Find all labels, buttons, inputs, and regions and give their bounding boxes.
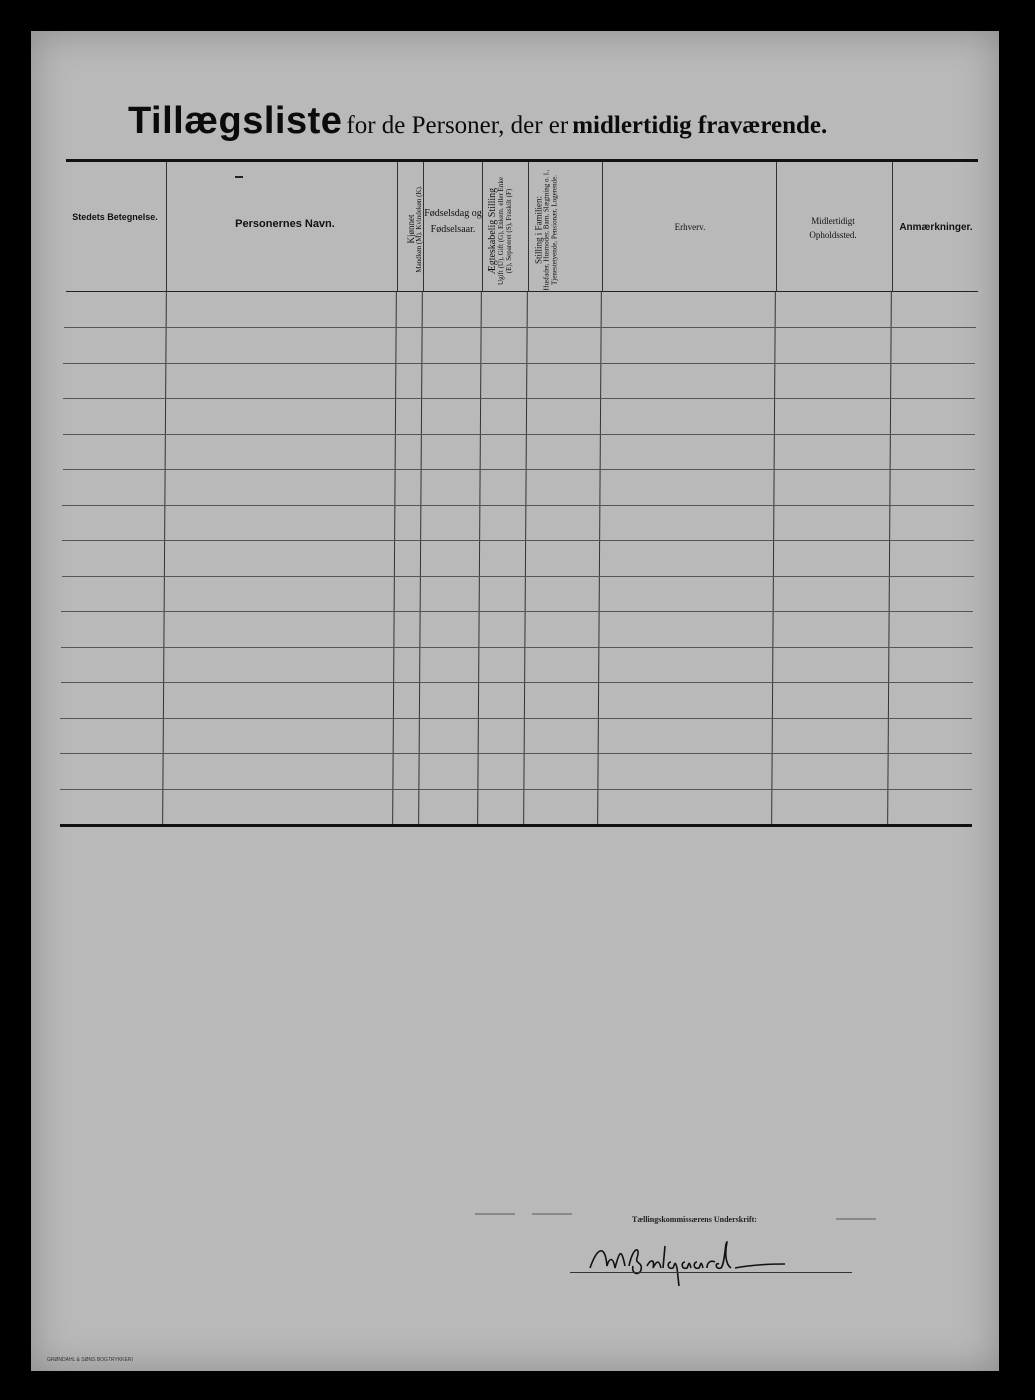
- bleed-mark: [836, 1218, 876, 1220]
- title-part2: midlertidig fraværende.: [572, 112, 828, 139]
- header-aegt-title: Ægteskabelig Stilling: [487, 187, 498, 275]
- top-rule: [66, 159, 978, 162]
- header-stilling-sub: Husfader, Husmoder, Barn, Slægtning o. l., Tjenestetyende, Pensionær, Logerende.: [542, 169, 559, 291]
- col-line: [423, 162, 424, 292]
- header-ophold: Midlertidigt Opholdssted.: [809, 216, 857, 240]
- table-row-line: [63, 363, 975, 364]
- header-kjon-title: Kjønnet: [406, 214, 416, 244]
- table-row-line: [62, 540, 974, 541]
- header-navn: Personernes Navn.: [235, 218, 335, 230]
- table-row-line: [61, 682, 973, 683]
- table-row-line: [63, 469, 975, 470]
- form-title: [128, 100, 827, 143]
- header-stilling-title: Stilling i Familien:: [533, 196, 544, 265]
- col-line: [166, 162, 167, 292]
- col-line: [397, 162, 398, 292]
- header-anm: Anmærkninger.: [899, 222, 973, 233]
- signature-label: Tællingskommissærens Underskrift:: [632, 1215, 757, 1224]
- header-kjon-sub: Mandkøn (M). Kvindekøn (K).: [415, 185, 423, 273]
- header-stedets: Stedets Betegnelse.: [72, 212, 158, 222]
- table-row-line: [60, 753, 972, 754]
- signature-line: [570, 1272, 852, 1273]
- table-row-line: [62, 505, 974, 506]
- header-aegt-sub: Ugift (U), Gift (G), Enkem. eller Enke (E), Separeret (S), Fraskilt (F): [497, 177, 513, 285]
- header-erhverv: Erhverv.: [674, 222, 706, 232]
- bleed-mark: [475, 1213, 515, 1215]
- col-line: [892, 162, 893, 292]
- table-row-line: [60, 718, 972, 719]
- header-kjon: [407, 169, 423, 289]
- printer-imprint: GRØNDAHL & SØNS BOGTRYKKERI: [47, 1357, 133, 1363]
- table-row-line: [64, 327, 976, 328]
- table-row-line: [63, 434, 975, 435]
- table-row-line: [63, 398, 975, 399]
- col-line: [602, 162, 603, 292]
- table-row-line: [62, 576, 974, 577]
- title-part1: for de Personer, der er: [346, 112, 569, 139]
- handwritten-signature: [585, 1238, 795, 1288]
- col-line: [482, 162, 483, 292]
- dash-mark: [235, 176, 243, 178]
- header-fodsels: Fødselsdag og Fødselsaar.: [424, 208, 482, 235]
- bleed-mark: [532, 1213, 572, 1215]
- title-main: Tillægsliste: [128, 100, 343, 142]
- table-row-line: [60, 789, 972, 790]
- col-line: [528, 162, 529, 292]
- table-row-line: [61, 611, 973, 612]
- col-line: [776, 162, 777, 292]
- header-stilling: [535, 168, 591, 293]
- bottom-rule: [60, 824, 972, 827]
- table-row-line: [61, 647, 973, 648]
- header-rule: [66, 291, 978, 292]
- header-aegt: [489, 171, 521, 291]
